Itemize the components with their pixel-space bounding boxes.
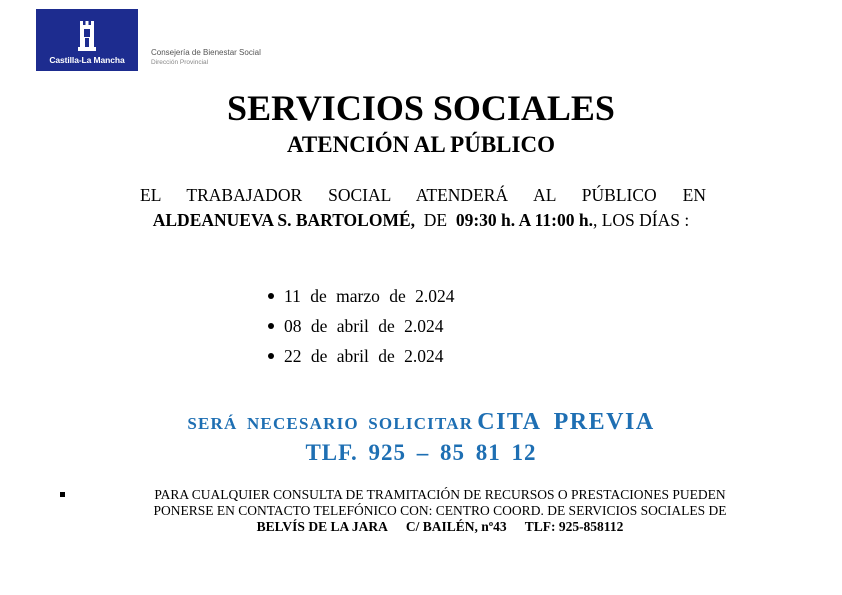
contact-note [60, 487, 820, 535]
dates-list [268, 281, 455, 371]
page-subtitle: ATENCIÓN AL PÚBLICO [287, 132, 555, 157]
intro-line-2 [0, 209, 842, 231]
contact-phone: TLF: 925-858112 [524, 519, 624, 534]
note-line-1: PARA CUALQUIER CONSULTA DE TRAMITACIÓN DE RECURSOS O PRESTACIONES PUEDEN [154, 487, 726, 502]
logo-text: Castilla-La Mancha [49, 55, 125, 65]
date-text: 11 de marzo de 2.024 [284, 286, 455, 306]
note-line-3 [60, 519, 820, 535]
place-name: ALDEANUEVA S. BARTOLOMÉ, [152, 210, 416, 230]
appointment-phone: TLF. 925 – 85 81 12 [305, 440, 537, 465]
contact-address: C/ BAILÉN, nº43 [405, 519, 507, 534]
bullet-icon [268, 353, 274, 359]
appointment-prefix: SERÁ NECESARIO SOLICITAR [187, 414, 474, 433]
department-header [151, 48, 261, 67]
date-text: 08 de abril de 2.024 [284, 316, 444, 336]
intro-line-1: EL TRABAJADOR SOCIAL ATENDERÁ AL PÚBLICO EN [140, 185, 706, 205]
intro-tail: , LOS DÍAS : [592, 210, 690, 230]
castilla-la-mancha-logo [36, 9, 138, 71]
page-title: SERVICIOS SOCIALES [227, 88, 615, 128]
department-subtitle: Dirección Provincial [151, 59, 209, 66]
appointment-highlight: CITA PREVIA [477, 409, 655, 435]
bullet-icon [268, 323, 274, 329]
intro-de: DE [423, 210, 448, 230]
contact-town: BELVÍS DE LA JARA [256, 519, 388, 534]
date-item [268, 311, 455, 341]
date-item [268, 281, 455, 311]
date-text: 22 de abril de 2.024 [284, 346, 444, 366]
appointment-notice [0, 409, 842, 436]
tower-emblem-icon [78, 21, 96, 51]
note-line-2: PONERSE EN CONTACTO TELEFÓNICO CON: CENTRO COORD. DE SERVICIOS SOCIALES DE [153, 503, 727, 518]
department-name: Consejería de Bienestar Social [151, 48, 261, 57]
opening-hours: 09:30 h. A 11:00 h. [455, 210, 593, 230]
date-item [268, 341, 455, 371]
bullet-icon [268, 293, 274, 299]
